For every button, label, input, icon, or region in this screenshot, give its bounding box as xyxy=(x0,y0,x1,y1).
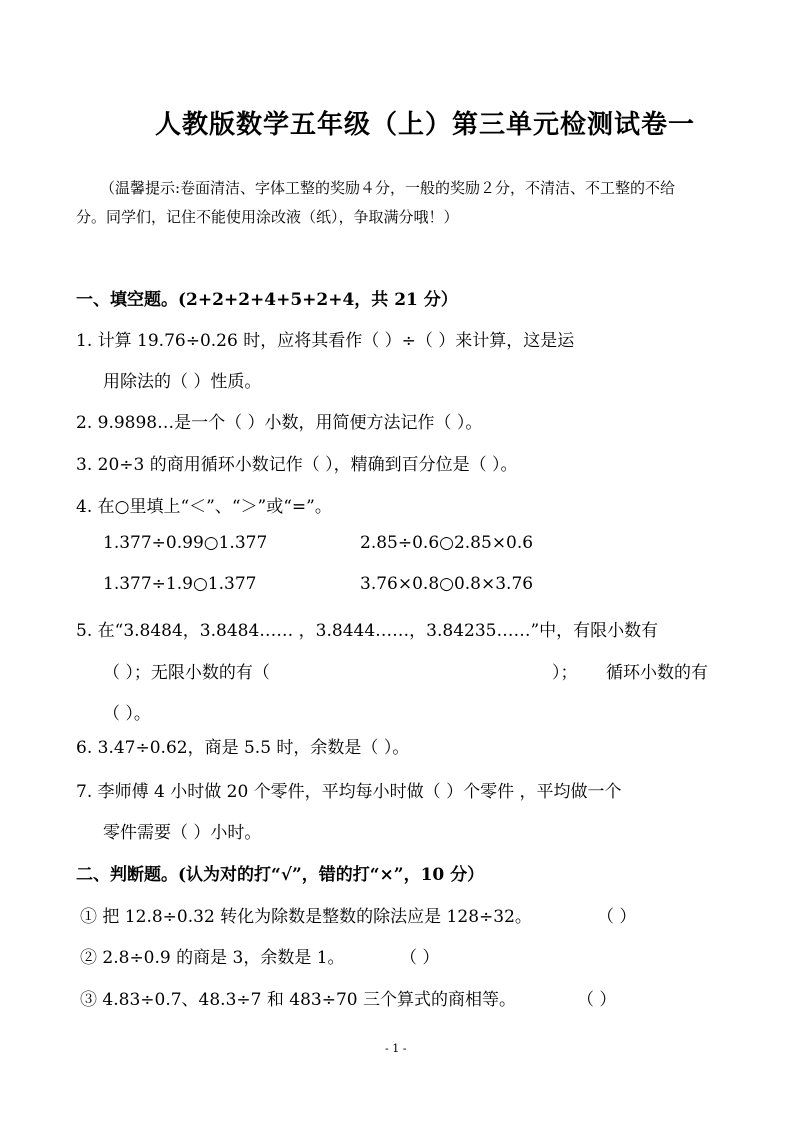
question-5-line-2c: 循环小数的有 xyxy=(606,663,708,683)
question-7-line-2: 零件需要（ ）小时。 xyxy=(103,823,262,843)
section-1-heading: 一、填空题。(2+2+2+4+5+2+4，共 21 分） xyxy=(76,290,458,310)
judgment-item-3-text: ③ 4.83÷0.7、48.3÷7 和 483÷70 三个算式的商相等。 xyxy=(80,990,516,1010)
question-5-line-2b: ）； xyxy=(552,663,578,683)
judgment-item-1-text: ① 把 12.8÷0.32 转化为除数是整数的除法应是 128÷32。 xyxy=(80,907,532,927)
notice-line-1: （温馨提示:卷面清洁、字体工整的奖励４分，一般的奖励２分，不清洁、不工整的不给 xyxy=(100,179,676,197)
question-5-line-3: （ ）。 xyxy=(103,704,151,724)
question-2: 2. 9.9898…是一个（ ）小数，用简便方法记作（ ）。 xyxy=(76,413,483,433)
judgment-item-2-blank: （ ） xyxy=(400,948,440,968)
question-4-stem: 4. 在○里填上“＜”、“＞”或“=”。 xyxy=(76,497,332,517)
question-6: 6. 3.47÷0.62，商是 5.5 时，余数是（ ）。 xyxy=(76,738,410,758)
question-5-line-1: 5. 在“3.8484，3.8484…… ，3.8444……，3.84235……”中，有限小数有 xyxy=(76,621,659,641)
page-number: - 1 - xyxy=(385,1042,407,1055)
page-title: 人教版数学五年级（上）第三单元检测试卷一 xyxy=(155,110,696,140)
judgment-item-3-blank: （ ） xyxy=(577,990,617,1010)
question-4-item-c: 1.377÷1.9○1.377 xyxy=(103,574,257,594)
section-2-heading: 二、判断题。(认为对的打“√”，错的打“×”，10 分） xyxy=(76,865,485,885)
judgment-item-2-text: ② 2.8÷0.9 的商是 3，余数是 1。 xyxy=(80,948,345,968)
question-3: 3. 20÷3 的商用循环小数记作（ ），精确到百分位是（ ）。 xyxy=(76,455,518,475)
question-1-line-2: 用除法的（ ）性质。 xyxy=(103,372,262,392)
question-7-line-1: 7. 李师傅 4 小时做 20 个零件，平均每小时做（ ）个零件 ，平均做一个 xyxy=(76,782,622,802)
judgment-item-1-blank: （ ） xyxy=(597,907,637,927)
notice-line-2: 分。同学们，记住不能使用涂改液（纸），争取满分哦！） xyxy=(76,208,459,226)
question-4-item-d: 3.76×0.8○0.8×3.76 xyxy=(360,574,534,594)
question-1-line-1: 1. 计算 19.76÷0.26 时，应将其看作（ ）÷（ ）来计算，这是运 xyxy=(76,331,575,351)
question-4-item-a: 1.377÷0.99○1.377 xyxy=(103,533,268,553)
question-4-item-b: 2.85÷0.6○2.85×0.6 xyxy=(360,533,534,553)
question-5-line-2a: （ ）；无限小数的有（ xyxy=(103,663,270,683)
